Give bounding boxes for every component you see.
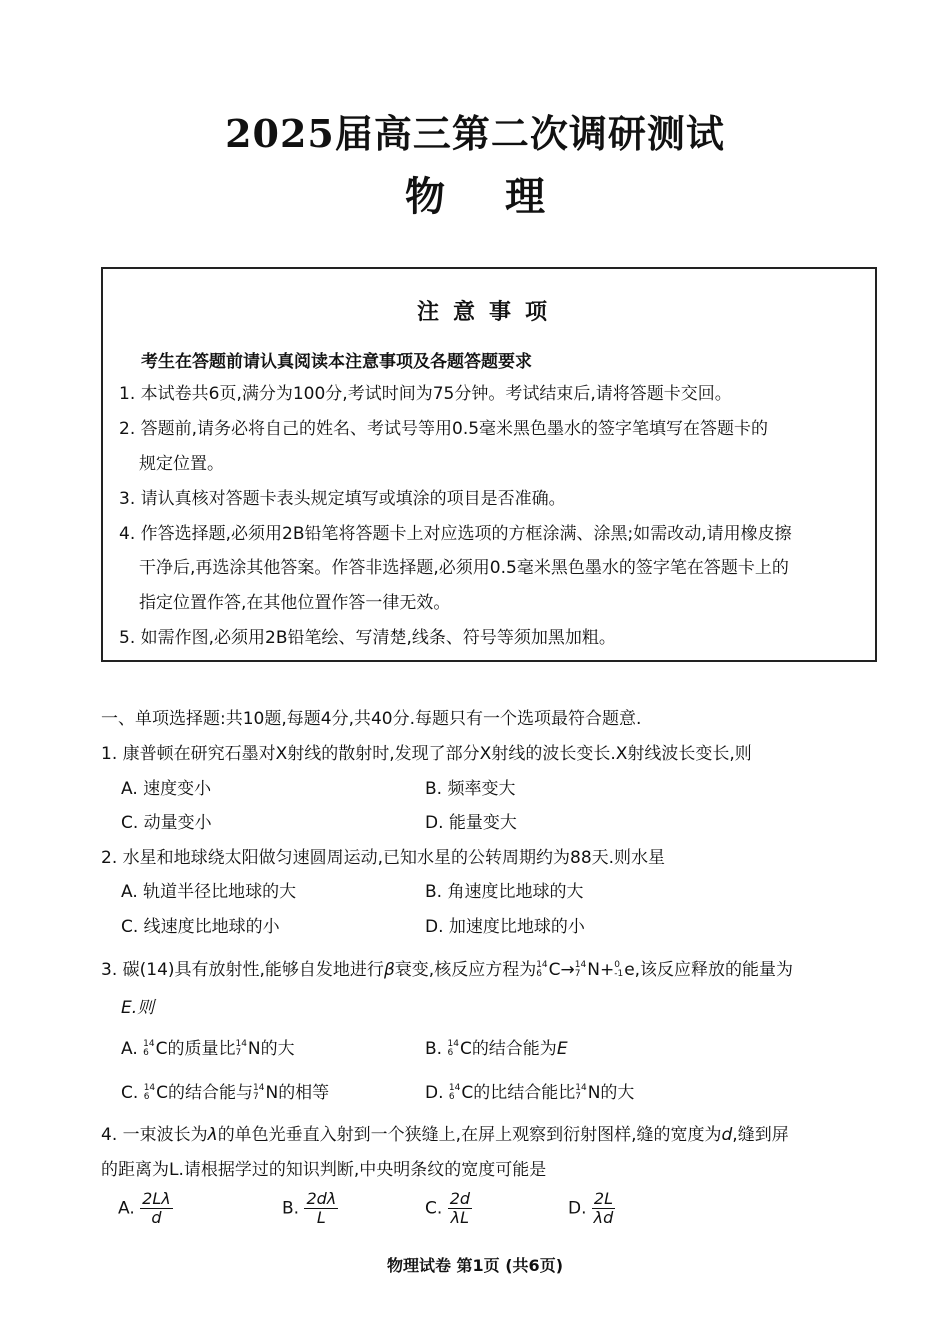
q2-option-b: B. 角速度比地球的大 <box>425 882 584 902</box>
notice-item-5: 5. 如需作图,必须用2B铅笔绘、写清楚,线条、符号等须加黑加粗。 <box>119 628 616 648</box>
q3-b-energy: E <box>556 1039 568 1059</box>
d-variable: d <box>721 1125 733 1145</box>
q3-b-c-mass: 14 <box>447 1039 459 1049</box>
q4-b-num: 2dλ <box>306 1189 337 1208</box>
q3-c-c-mass: 14 <box>143 1083 156 1093</box>
notice-item-2: 2. 答题前,请务必将自己的姓名、考试号等用0.5毫米黑色墨水的签字笔填写在答题卡的 <box>119 419 769 439</box>
q4-stem1-mid: 的单色光垂直入射到一个狭缝上,在屏上观察到衍射图样,缝的宽度为 <box>217 1125 722 1145</box>
q2-stem: 2. 水星和地球绕太阳做匀速圆周运动,已知水星的公转周期约为88天.则水星 <box>101 848 666 868</box>
q3-a-c-z: 6 <box>143 1048 149 1058</box>
notice-item-4-cont2: 指定位置作答,在其他位置作答一律无效。 <box>139 593 451 613</box>
q4-c-num: 2d <box>449 1189 471 1208</box>
q3-d-mid: 的比结合能比 <box>473 1083 576 1103</box>
q3-c-n-z: 7 <box>253 1092 259 1102</box>
q4-stem-line1 <box>101 1120 789 1145</box>
notice-intro: 考生在答题前请认真阅读本注意事项及各题答题要求 <box>141 352 532 372</box>
q4-option-a <box>118 1190 173 1227</box>
q3-a-c14 <box>143 1039 167 1059</box>
q3-d-c-sym: C <box>461 1083 474 1103</box>
lambda-symbol: λ <box>207 1125 218 1145</box>
n14-z: 7 <box>574 969 581 979</box>
q4-stem-line2: 的距离为L.请根据学过的知识判断,中央明条纹的宽度可能是 <box>101 1160 547 1180</box>
q4-option-b <box>282 1190 338 1227</box>
e-mass: 0 <box>614 960 620 970</box>
q3-a-end: 的大 <box>260 1039 295 1059</box>
q4-a-label: A. <box>118 1198 135 1219</box>
beta-symbol: β <box>383 960 395 980</box>
e-charge: -1 <box>614 969 624 979</box>
q4-c-label: C. <box>425 1198 443 1219</box>
n14-nuclide <box>575 960 600 980</box>
q4-c-fraction <box>448 1190 472 1227</box>
q3-d-c-mass: 14 <box>448 1083 461 1093</box>
q4-b-fraction <box>304 1190 338 1227</box>
q4-b-label: B. <box>282 1198 300 1219</box>
e-symbol: e <box>624 960 635 980</box>
q3-c-n14 <box>253 1083 278 1103</box>
q3-b-c14 <box>447 1039 471 1059</box>
q3-a-n-mass: 14 <box>235 1039 247 1049</box>
plus: + <box>599 960 615 980</box>
q1-option-d: D. 能量变大 <box>425 813 517 833</box>
notice-title: 注意事项 <box>416 299 561 325</box>
q4-c-den: λL <box>450 1208 470 1227</box>
q2-option-c: C. 线速度比地球的小 <box>121 917 280 937</box>
q4-option-d <box>568 1190 615 1227</box>
q3-b-c-sym: C <box>459 1039 472 1059</box>
q3-a-n-sym: N <box>247 1039 261 1059</box>
q3-a-mid: 的质量比 <box>167 1039 236 1059</box>
c14-nuclide <box>536 960 560 980</box>
q1-option-a: A. 速度变小 <box>121 779 212 799</box>
q3-a-n-z: 7 <box>235 1048 242 1058</box>
q4-b-den: L <box>316 1208 326 1227</box>
c-symbol: C <box>548 960 561 980</box>
q3-d-c-z: 6 <box>448 1092 455 1102</box>
arrow: → <box>560 960 575 980</box>
q3-d-c14 <box>449 1083 473 1103</box>
q4-d-num: 2L <box>593 1189 613 1208</box>
c14-z: 6 <box>536 969 542 979</box>
q3-c-c-z: 6 <box>143 1092 150 1102</box>
q3-option-d <box>425 1078 634 1103</box>
q3-c-n-mass: 14 <box>253 1083 265 1093</box>
q4-d-label: D. <box>568 1198 587 1219</box>
q1-option-c: C. 动量变小 <box>121 813 212 833</box>
q4-stem1-post: ,缝到屏 <box>732 1125 789 1145</box>
page-footer: 物理试卷 第1页 (共6页) <box>386 1256 564 1275</box>
q3-option-c <box>121 1078 329 1103</box>
q3-c-n-sym: N <box>265 1083 279 1103</box>
q3-c-c14 <box>144 1083 168 1103</box>
exam-title: 2025届高三第二次调研测试 <box>225 111 725 156</box>
n-symbol: N <box>587 960 600 980</box>
q3-b-c-z: 6 <box>447 1048 454 1058</box>
q3-b-end: 的结合能为 <box>471 1039 557 1059</box>
q1-stem: 1. 康普顿在研究石墨对X射线的散射时,发现了部分X射线的波长变长.X射线波长变长,则 <box>101 744 752 764</box>
q3-option-b <box>425 1034 568 1059</box>
q2-option-a: A. 轨道半径比地球的大 <box>121 882 297 902</box>
notice-item-2-cont: 规定位置。 <box>139 454 224 474</box>
q3-d-n-z: 7 <box>575 1092 581 1102</box>
q3-d-end: 的大 <box>600 1083 635 1103</box>
q1-option-b: B. 频率变大 <box>425 779 516 799</box>
q3-c-label: C. <box>121 1083 139 1103</box>
notice-item-1: 1. 本试卷共6页,满分为100分,考试时间为75分钟。考试结束后,请将答题卡交回。 <box>119 384 732 404</box>
subject-title: 物理 <box>405 173 605 220</box>
q3-stem-pre: 3. 碳(14)具有放射性,能够自发地进行 <box>101 960 384 980</box>
q3-stem-line2: E.则 <box>121 998 155 1018</box>
q4-a-den: d <box>151 1208 162 1227</box>
q3-a-label: A. <box>121 1039 138 1059</box>
q3-b-label: B. <box>425 1039 443 1059</box>
q3-c-c-sym: C <box>156 1083 169 1103</box>
notice-item-4: 4. 作答选择题,必须用2B铅笔将答题卡上对应选项的方框涂满、涂黑;如需改动,请用橡皮擦 <box>119 524 792 544</box>
n14-mass: 14 <box>574 960 587 970</box>
electron <box>614 960 634 980</box>
q3-a-n14 <box>235 1039 260 1059</box>
q3-a-c-mass: 14 <box>143 1039 155 1049</box>
q3-stem-post: ,该反应释放的能量为 <box>634 960 794 980</box>
section-heading: 一、单项选择题:共10题,每题4分,共40分.每题只有一个选项最符合题意. <box>101 709 642 729</box>
q3-c-mid: 的结合能与 <box>168 1083 254 1103</box>
q3-d-n-sym: N <box>587 1083 601 1103</box>
q3-d-n14 <box>575 1083 600 1103</box>
notice-box <box>101 267 877 662</box>
q3-a-c-sym: C <box>155 1039 168 1059</box>
q4-option-c <box>425 1190 472 1227</box>
notice-item-4-cont1: 干净后,再选涂其他答案。作答非选择题,必须用0.5毫米黑色墨水的签字笔在答题卡上的 <box>139 558 789 578</box>
q4-d-den: λd <box>593 1208 614 1227</box>
q3-stem <box>101 955 793 980</box>
q3-c-end: 的相等 <box>278 1083 330 1103</box>
q4-a-fraction <box>140 1190 173 1227</box>
q3-d-label: D. <box>425 1083 444 1103</box>
q3-d-n-mass: 14 <box>575 1083 587 1093</box>
c14-mass: 14 <box>536 960 548 970</box>
q4-d-fraction <box>592 1190 615 1227</box>
notice-item-3: 3. 请认真核对答题卡表头规定填写或填涂的项目是否准确。 <box>119 489 566 509</box>
q2-option-d: D. 加速度比地球的小 <box>425 917 585 937</box>
q3-option-a <box>121 1034 295 1059</box>
q4-stem1-pre: 4. 一束波长为 <box>101 1125 208 1145</box>
q3-stem-mid: 衰变,核反应方程为 <box>394 960 537 980</box>
q4-a-num: 2Lλ <box>142 1189 171 1208</box>
